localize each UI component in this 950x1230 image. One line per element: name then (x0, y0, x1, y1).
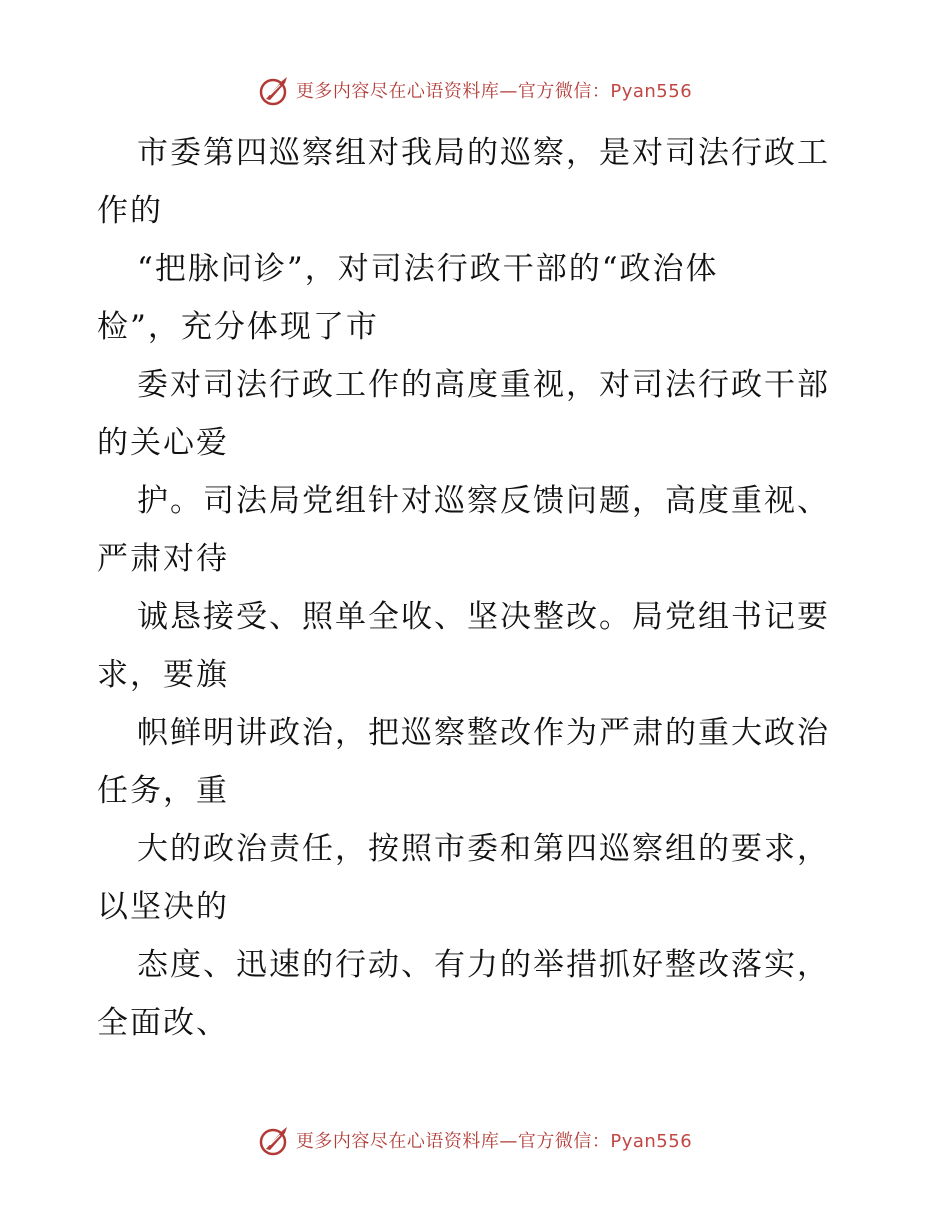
banner-text: 更多内容尽在心语资料库—官方微信： (295, 1131, 611, 1152)
text-line: 护。司法局党组针对巡察反馈问题，高度重视、 (137, 483, 830, 519)
text-line: 全面改、 (97, 1005, 229, 1041)
text-line: 帜鲜明讲政治，把巡察整改作为严肃的重大政治 (137, 715, 830, 751)
banner-label (296, 77, 692, 103)
text-line: 严肃对待 (97, 541, 229, 577)
text-line: 市委第四巡察组对我局的巡察，是对司法行政工 (137, 135, 830, 171)
wechat-handle: Pyan556 (610, 81, 693, 102)
document-body (97, 124, 857, 1052)
quill-pen-icon (258, 73, 292, 107)
footer-banner (0, 1120, 950, 1160)
text-line: 以坚决的 (97, 889, 229, 925)
banner-text: 更多内容尽在心语资料库—官方微信： (295, 81, 611, 102)
text-line: 大的政治责任，按照市委和第四巡察组的要求， (137, 831, 830, 867)
banner-label (296, 1127, 692, 1153)
quill-pen-icon (258, 1123, 292, 1157)
text-line: 检”，充分体现了市 (97, 309, 379, 345)
text-line: “把脉问诊”，对司法行政干部的“政治体 (137, 251, 719, 287)
wechat-handle: Pyan556 (610, 1131, 693, 1152)
text-line: 诚恳接受、照单全收、坚决整改。局党组书记要 (137, 599, 830, 635)
text-line: 求，要旗 (97, 657, 229, 693)
text-line: 的关心爱 (97, 425, 229, 461)
text-line: 任务，重 (97, 773, 229, 809)
text-line: 作的 (97, 193, 163, 229)
text-line: 态度、迅速的行动、有力的举措抓好整改落实， (137, 947, 830, 983)
header-banner (0, 70, 950, 110)
text-line: 委对司法行政工作的高度重视，对司法行政干部 (137, 367, 830, 403)
